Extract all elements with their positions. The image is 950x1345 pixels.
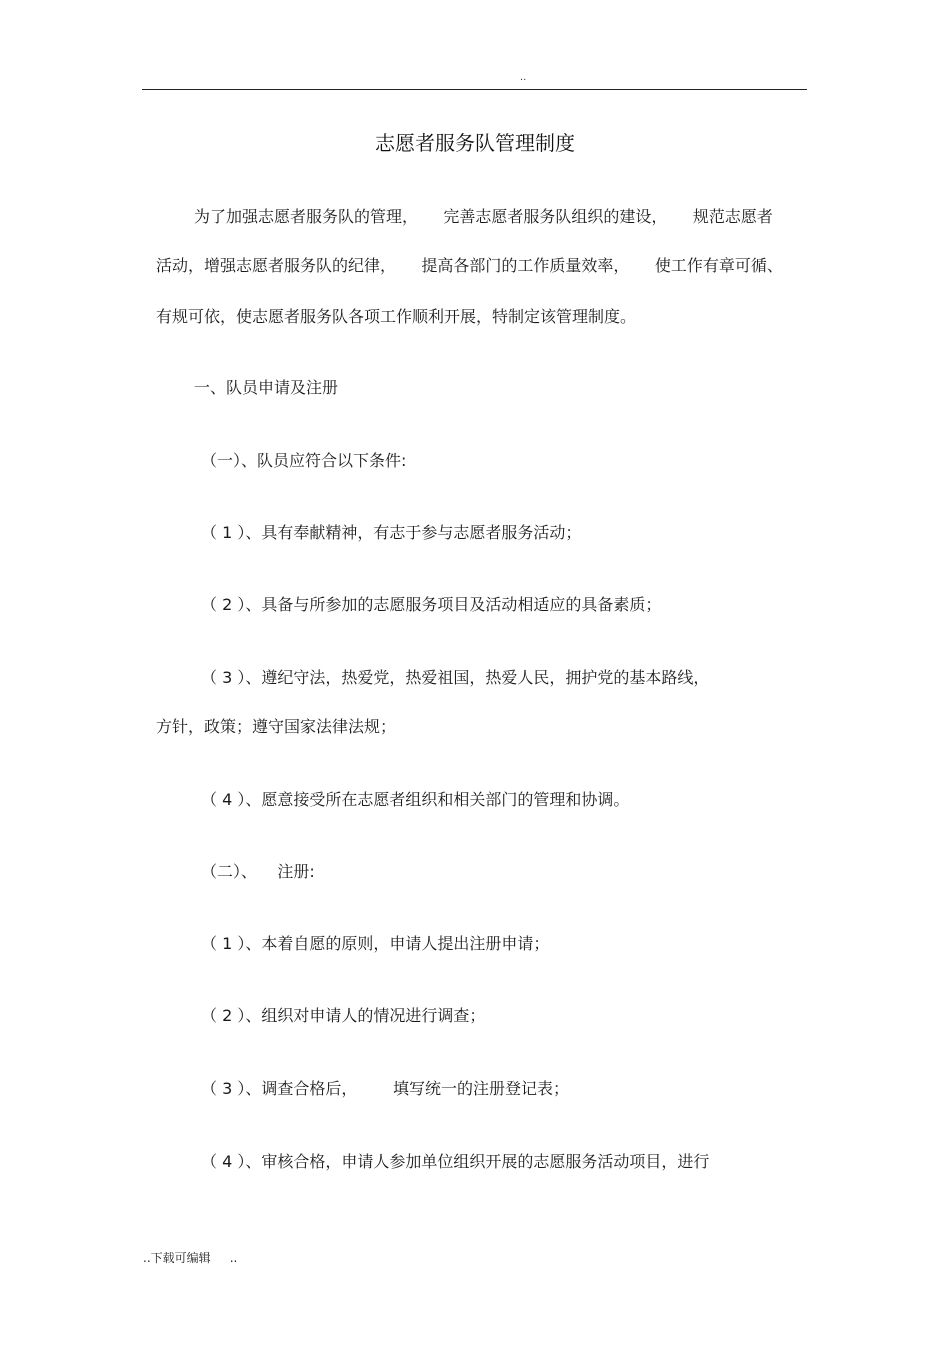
condition-item-4: （ 4 ）、愿意接受所在志愿者组织和相关部门的管理和协调。 (201, 790, 630, 809)
registration-item-4: （ 4 ）、审核合格，申请人参加单位组织开展的志愿服务活动项目，进行 (201, 1152, 710, 1171)
section-heading: 一、队员申请及注册 (194, 378, 339, 397)
subsection-heading-registration: （二）、 注册: (201, 862, 315, 881)
header-mark: .. (520, 72, 527, 83)
condition-item-2: （ 2 ）、具备与所参加的志愿服务项目及活动相适应的具备素质； (201, 595, 662, 614)
subsection-heading-conditions: （一）、队员应符合以下条件: (201, 451, 407, 470)
intro-line-3: 有规可依，使志愿者服务队各项工作顺利开展，特制定该管理制度。 (156, 307, 637, 326)
condition-item-1: （ 1 ）、具有奉献精神，有志于参与志愿者服务活动； (201, 523, 582, 542)
header-rule (142, 89, 807, 90)
registration-item-2: （ 2 ）、组织对申请人的情况进行调查； (201, 1006, 486, 1025)
registration-item-3: （ 3 ）、调查合格后， 填写统一的注册登记表； (201, 1079, 569, 1098)
footer-note: ..下载可编辑 .. (143, 1251, 238, 1265)
intro-line-1: 为了加强志愿者服务队的管理， 完善志愿者服务队组织的建设， 规范志愿者 (194, 207, 773, 226)
intro-line-2: 活动，增强志愿者服务队的纪律， 提高各部门的工作质量效率， 使工作有章可循、 (156, 256, 783, 275)
registration-item-1: （ 1 ）、本着自愿的原则，申请人提出注册申请； (201, 934, 550, 953)
condition-item-3-line-2: 方针，政策；遵守国家法律法规； (156, 717, 397, 736)
condition-item-3-line-1: （ 3 ）、遵纪守法，热爱党，热爱祖国，热爱人民，拥护党的基本路线， (201, 668, 710, 687)
document-title: 志愿者服务队管理制度 (375, 131, 575, 155)
